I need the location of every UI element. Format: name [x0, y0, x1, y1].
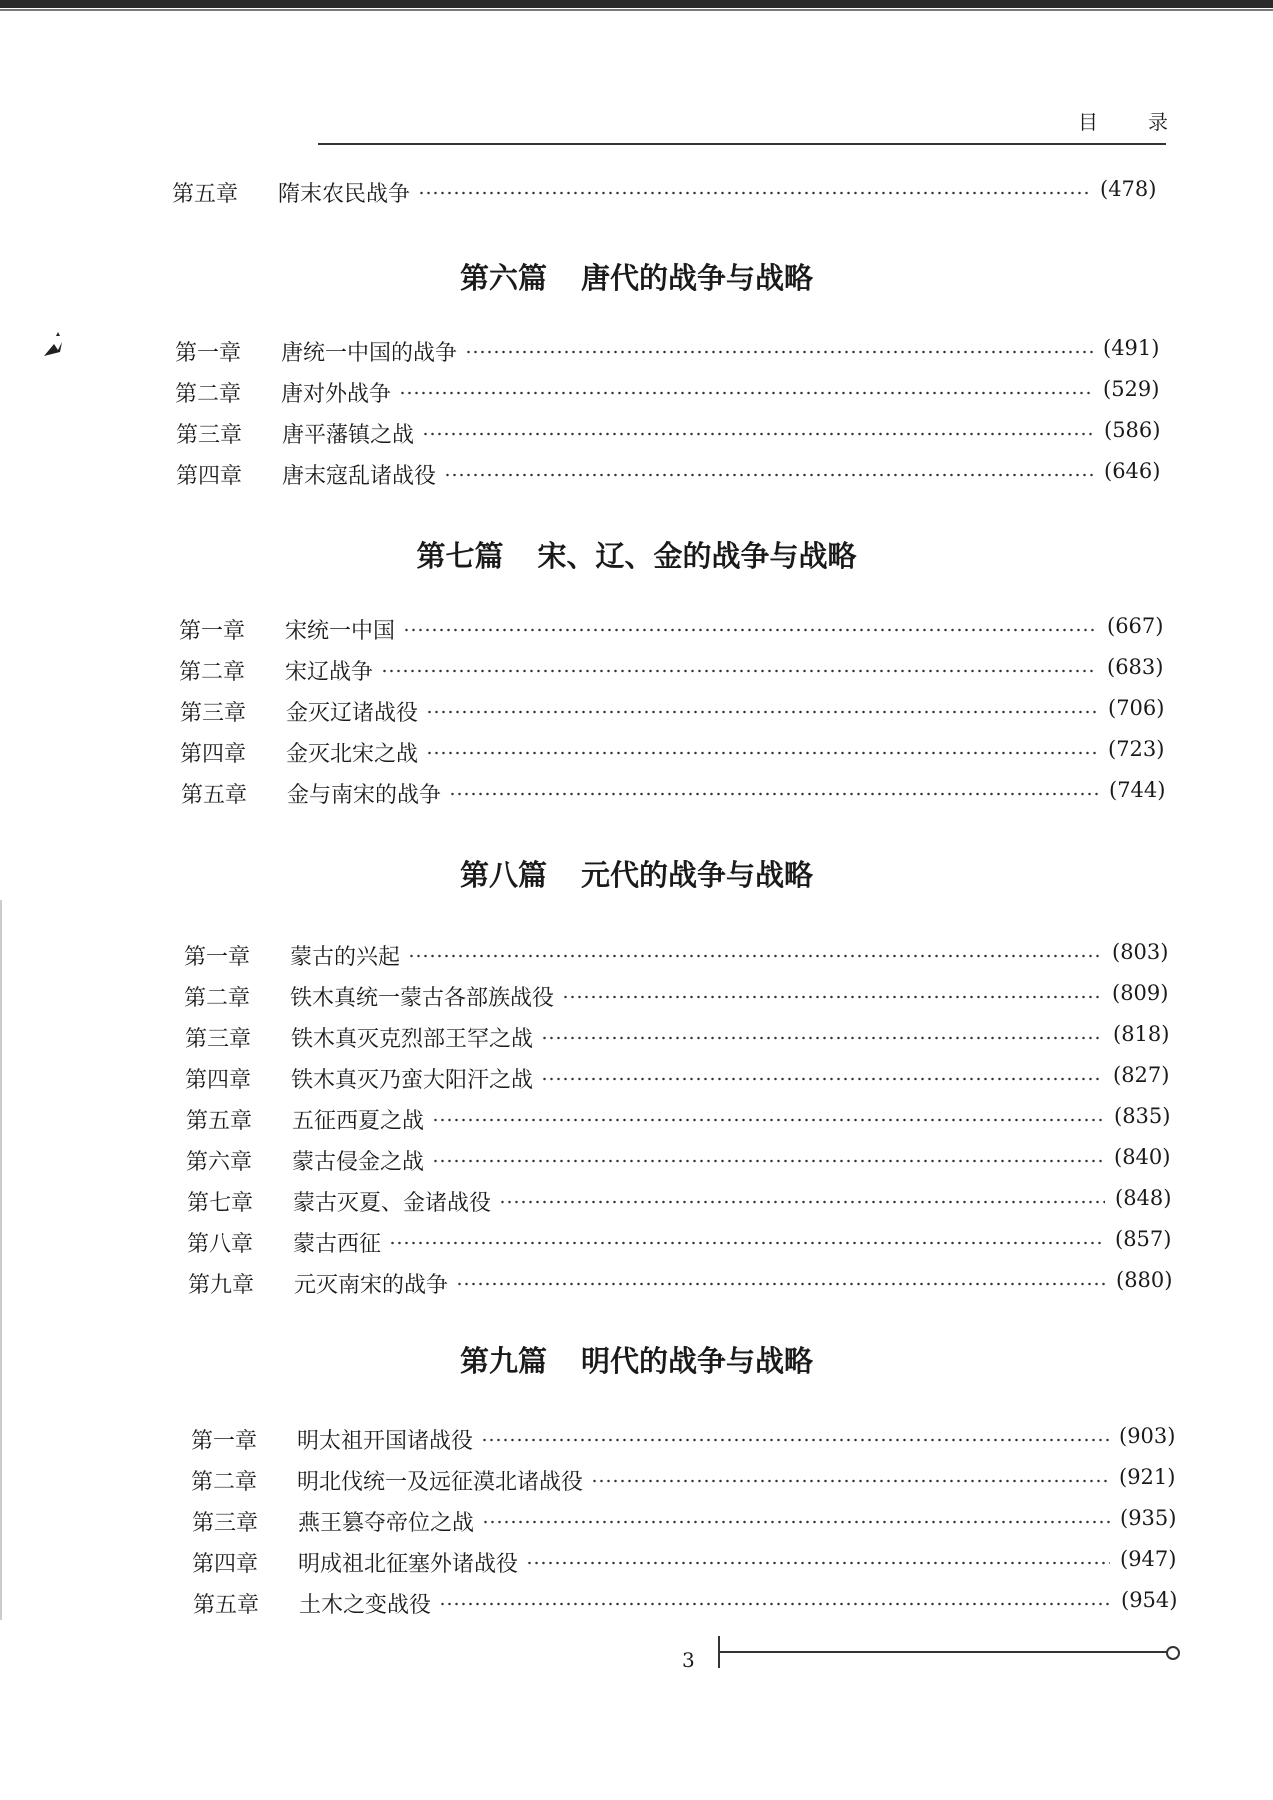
- leader-dots: [399, 391, 1093, 395]
- toc-entry: [0, 940, 1273, 974]
- part-label: 第八篇: [459, 858, 547, 892]
- chapter-title: 土木之变战役: [299, 1593, 432, 1618]
- leader-dots: [444, 473, 1094, 477]
- chapter-title: 蒙古西征: [293, 1232, 382, 1257]
- page-reference: (683): [1107, 655, 1164, 679]
- toc-entry: [0, 177, 1273, 211]
- page-reference: (903): [1119, 1424, 1176, 1448]
- page-reference: (954): [1121, 1588, 1178, 1612]
- chapter-number: 第三章: [192, 1511, 259, 1536]
- toc-entry: [0, 1022, 1273, 1056]
- chapter-number: 第二章: [175, 382, 242, 407]
- chapter-title: 宋统一中国: [285, 619, 396, 644]
- leader-dots: [449, 792, 1099, 796]
- page-reference: (744): [1109, 778, 1166, 802]
- footer-rule: [720, 1651, 1170, 1653]
- chapter-title: 明北伐统一及远征漠北诸战役: [297, 1470, 584, 1495]
- toc-entry: [0, 1465, 1273, 1499]
- toc-entry: [0, 377, 1273, 411]
- part-title: 宋、辽、金的战争与战略: [537, 539, 857, 573]
- chapter-number: 第一章: [191, 1429, 258, 1454]
- page-reference: (706): [1108, 696, 1165, 720]
- leader-dots: [439, 1602, 1111, 1606]
- chapter-number: 第四章: [185, 1068, 252, 1093]
- toc-entry: [0, 1186, 1273, 1220]
- toc-entry: [0, 1424, 1273, 1458]
- chapter-title: 宋辽战争: [285, 660, 374, 685]
- part-label: 第六篇: [459, 261, 547, 295]
- leader-dots: [465, 350, 1093, 354]
- chapter-number: 第八章: [187, 1232, 254, 1257]
- chapter-number: 第二章: [179, 660, 246, 685]
- chapter-number: 第五章: [172, 182, 239, 207]
- chapter-title: 金灭北宋之战: [286, 742, 419, 767]
- toc-entry: [0, 1104, 1273, 1138]
- top-scan-band: [0, 0, 1273, 8]
- toc-entry: [0, 459, 1273, 493]
- chapter-title: 唐对外战争: [281, 382, 392, 407]
- header-rule: [318, 143, 1166, 145]
- toc-entry: [0, 336, 1273, 370]
- chapter-number: 第六章: [186, 1150, 253, 1175]
- toc-entry: [0, 981, 1273, 1015]
- page-reference: (835): [1114, 1104, 1171, 1128]
- chapter-title: 燕王篡夺帝位之战: [298, 1511, 475, 1536]
- leader-dots: [418, 191, 1090, 195]
- leader-dots: [432, 1159, 1104, 1163]
- leader-dots: [432, 1118, 1104, 1122]
- page-reference: (803): [1112, 940, 1169, 964]
- footer-circle-icon: [1166, 1646, 1180, 1660]
- part-title: 明代的战争与战略: [581, 1344, 814, 1378]
- header-left-char: 目: [1078, 110, 1098, 134]
- leader-dots: [408, 954, 1102, 958]
- top-scan-line: [0, 9, 1273, 11]
- leader-dots: [562, 995, 1102, 999]
- part-heading-9: [0, 1339, 1273, 1380]
- chapter-number: 第二章: [184, 986, 251, 1011]
- toc-entry: [0, 696, 1273, 730]
- page-reference: (667): [1107, 614, 1164, 638]
- leader-dots: [389, 1241, 1105, 1245]
- chapter-title: 唐平藩镇之战: [282, 423, 415, 448]
- page-reference: (478): [1100, 177, 1157, 201]
- chapter-number: 第三章: [176, 423, 243, 448]
- toc-entry: [0, 737, 1273, 771]
- chapter-title: 蒙古侵金之战: [292, 1150, 425, 1175]
- toc-entry: [0, 1063, 1273, 1097]
- chapter-number: 第三章: [180, 701, 247, 726]
- page-reference: (947): [1120, 1547, 1177, 1571]
- chapter-title: 明成祖北征塞外诸战役: [298, 1552, 519, 1577]
- chapter-title: 铁木真灭乃蛮大阳汗之战: [291, 1068, 534, 1093]
- leader-dots: [541, 1077, 1103, 1081]
- chapter-number: 第一章: [175, 341, 242, 366]
- page-reference: (827): [1113, 1063, 1170, 1087]
- toc-entry: [0, 1547, 1273, 1581]
- chapter-title: 蒙古灭夏、金诸战役: [293, 1191, 492, 1216]
- part-heading-7: [0, 534, 1273, 575]
- page-reference: (586): [1104, 418, 1161, 442]
- part-title: 元代的战争与战略: [581, 858, 814, 892]
- chapter-title: 金与南宋的战争: [287, 783, 442, 808]
- leader-dots: [499, 1200, 1105, 1204]
- toc-entry: [0, 1227, 1273, 1261]
- page-reference: (848): [1115, 1186, 1172, 1210]
- page-reference: (880): [1116, 1268, 1173, 1292]
- page-reference: (921): [1119, 1465, 1176, 1489]
- toc-entry: [0, 778, 1273, 812]
- toc-entry: [0, 655, 1273, 689]
- leader-dots: [422, 432, 1094, 436]
- chapter-title: 明太祖开国诸战役: [297, 1429, 474, 1454]
- chapter-number: 第五章: [181, 783, 248, 808]
- chapter-number: 第一章: [184, 945, 251, 970]
- chapter-title: 铁木真统一蒙古各部族战役: [290, 986, 555, 1011]
- chapter-title: 铁木真灭克烈部王罕之战: [291, 1027, 534, 1052]
- chapter-title: 五征西夏之战: [292, 1109, 425, 1134]
- chapter-title: 唐统一中国的战争: [281, 341, 458, 366]
- chapter-title: 金灭辽诸战役: [286, 701, 419, 726]
- chapter-number: 第五章: [193, 1593, 260, 1618]
- chapter-title: 唐末寇乱诸战役: [282, 464, 437, 489]
- page-reference: (491): [1103, 336, 1160, 360]
- part-label: 第九篇: [459, 1344, 547, 1378]
- part-label: 第七篇: [416, 539, 504, 573]
- toc-entry: [0, 1506, 1273, 1540]
- toc-entry: [0, 418, 1273, 452]
- leader-dots: [381, 669, 1097, 673]
- chapter-number: 第二章: [191, 1470, 258, 1495]
- page-reference: (857): [1115, 1227, 1172, 1251]
- toc-entry: [0, 1268, 1273, 1302]
- running-header: [1078, 106, 1168, 136]
- page-number: 3: [682, 1648, 695, 1672]
- chapter-title: 元灭南宋的战争: [294, 1273, 449, 1298]
- part-title: 唐代的战争与战略: [581, 261, 814, 295]
- chapter-title: 隋末农民战争: [278, 182, 411, 207]
- chapter-number: 第一章: [179, 619, 246, 644]
- toc-entry: [0, 1145, 1273, 1179]
- chapter-title: 蒙古的兴起: [290, 945, 401, 970]
- page-reference: (818): [1113, 1022, 1170, 1046]
- chapter-number: 第三章: [185, 1027, 252, 1052]
- header-right-char: 录: [1148, 110, 1168, 134]
- chapter-number: 第四章: [192, 1552, 259, 1577]
- leader-dots: [426, 751, 1098, 755]
- chapter-number: 第四章: [176, 464, 243, 489]
- page-reference: (723): [1108, 737, 1165, 761]
- chapter-number: 第七章: [187, 1191, 254, 1216]
- page-reference: (646): [1104, 459, 1161, 483]
- leader-dots: [403, 628, 1097, 632]
- leader-dots: [591, 1479, 1109, 1483]
- leader-dots: [456, 1282, 1106, 1286]
- chapter-number: 第四章: [180, 742, 247, 767]
- page-reference: (840): [1114, 1145, 1171, 1169]
- chapter-number: 第五章: [186, 1109, 253, 1134]
- leader-dots: [481, 1438, 1109, 1442]
- leader-dots: [541, 1036, 1103, 1040]
- part-heading-6: [0, 256, 1273, 297]
- leader-dots: [482, 1520, 1110, 1524]
- page-reference: (809): [1112, 981, 1169, 1005]
- toc-entry: [0, 614, 1273, 648]
- chapter-number: 第九章: [188, 1273, 255, 1298]
- leader-dots: [526, 1561, 1110, 1565]
- page-reference: (935): [1120, 1506, 1177, 1530]
- part-heading-8: [0, 853, 1273, 894]
- page-reference: (529): [1103, 377, 1160, 401]
- leader-dots: [426, 710, 1098, 714]
- toc-entry: [0, 1588, 1273, 1622]
